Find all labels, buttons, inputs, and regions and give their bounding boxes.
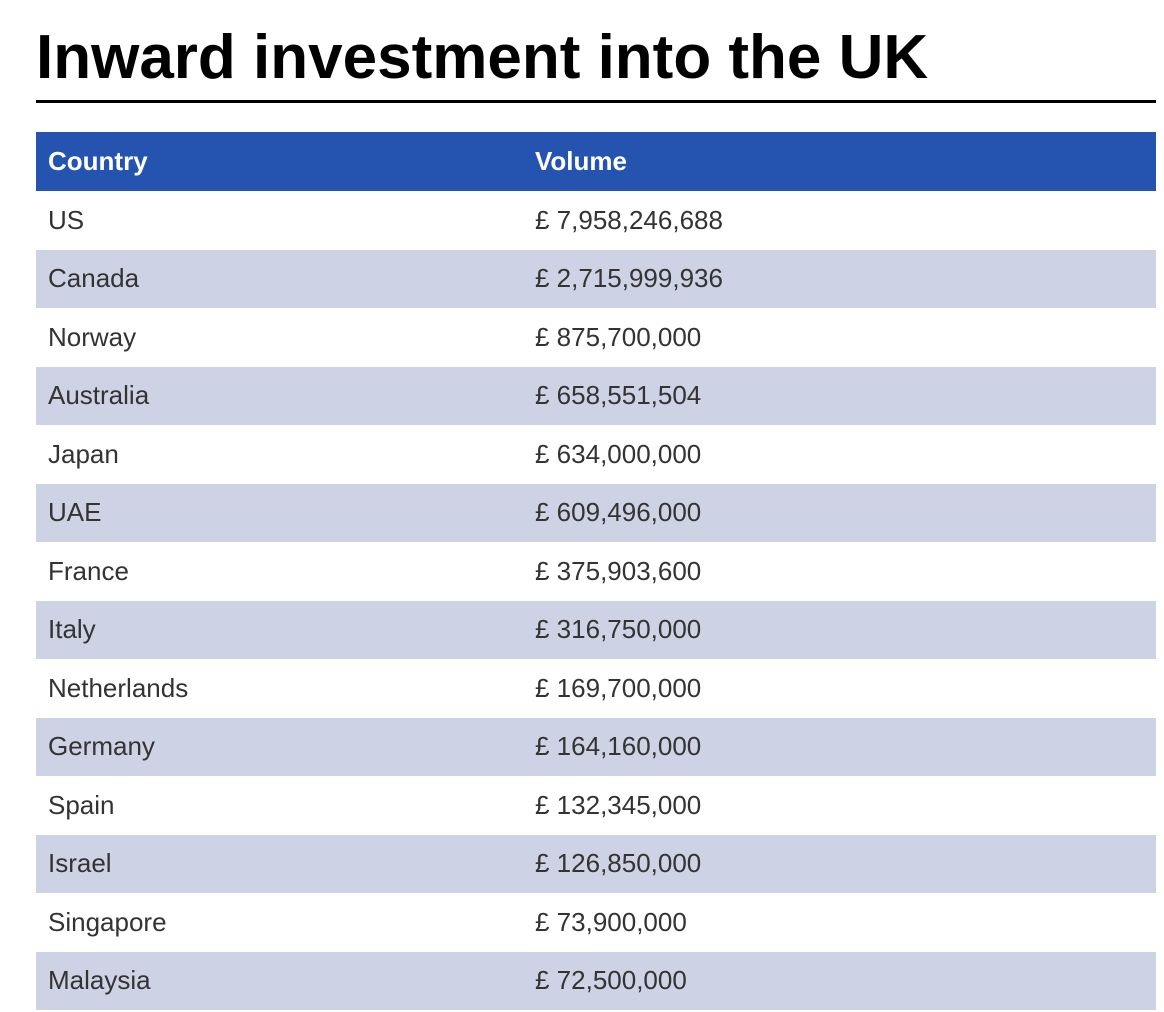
volume-cell: £ 609,496,000 bbox=[535, 497, 702, 528]
table-row bbox=[36, 776, 1156, 835]
country-cell: Malaysia bbox=[48, 965, 151, 996]
column-header-country: Country bbox=[48, 146, 148, 176]
investment-table bbox=[36, 132, 1156, 1010]
volume-cell: £ 126,850,000 bbox=[535, 848, 702, 879]
table-header bbox=[36, 132, 1156, 191]
table-row bbox=[36, 718, 1156, 777]
column-header-volume: Volume bbox=[535, 146, 627, 176]
country-cell: Netherlands bbox=[48, 672, 189, 703]
volume-cell: £ 658,551,504 bbox=[535, 380, 702, 411]
volume-cell: £ 7,958,246,688 bbox=[535, 204, 723, 235]
table-row bbox=[36, 835, 1156, 894]
country-cell: Spain bbox=[48, 789, 115, 820]
country-cell: Australia bbox=[48, 380, 150, 411]
volume-cell: £ 375,903,600 bbox=[535, 555, 702, 586]
volume-cell: £ 169,700,000 bbox=[535, 672, 702, 703]
volume-cell: £ 634,000,000 bbox=[535, 438, 702, 469]
volume-cell: £ 164,160,000 bbox=[535, 731, 702, 762]
country-cell: Canada bbox=[48, 263, 140, 294]
volume-cell: £ 2,715,999,936 bbox=[535, 263, 723, 294]
country-cell: UAE bbox=[48, 497, 102, 528]
table-body bbox=[36, 191, 1156, 1010]
volume-cell: £ 72,500,000 bbox=[535, 965, 687, 996]
country-cell: Norway bbox=[48, 321, 137, 352]
table-row bbox=[36, 250, 1156, 309]
page-title: Inward investment into the UK bbox=[36, 23, 929, 92]
table-row bbox=[36, 367, 1156, 426]
table-row bbox=[36, 893, 1156, 952]
country-cell: Germany bbox=[48, 731, 155, 762]
table-row bbox=[36, 308, 1156, 367]
table-row bbox=[36, 425, 1156, 484]
volume-cell: £ 73,900,000 bbox=[535, 906, 687, 937]
country-cell: Italy bbox=[48, 614, 96, 645]
country-cell: Israel bbox=[48, 848, 112, 879]
country-cell: US bbox=[48, 204, 85, 235]
table-row bbox=[36, 191, 1156, 250]
table-header-row bbox=[36, 132, 1156, 191]
country-cell: Singapore bbox=[48, 906, 167, 937]
table-row bbox=[36, 484, 1156, 543]
volume-cell: £ 132,345,000 bbox=[535, 789, 702, 820]
volume-cell: £ 316,750,000 bbox=[535, 614, 702, 645]
table-row bbox=[36, 601, 1156, 660]
volume-cell: £ 875,700,000 bbox=[535, 321, 702, 352]
country-cell: France bbox=[48, 555, 129, 586]
table-row bbox=[36, 659, 1156, 718]
title-divider bbox=[36, 100, 1156, 103]
table-row bbox=[36, 952, 1156, 1011]
country-cell: Japan bbox=[48, 438, 119, 469]
table-row bbox=[36, 542, 1156, 601]
